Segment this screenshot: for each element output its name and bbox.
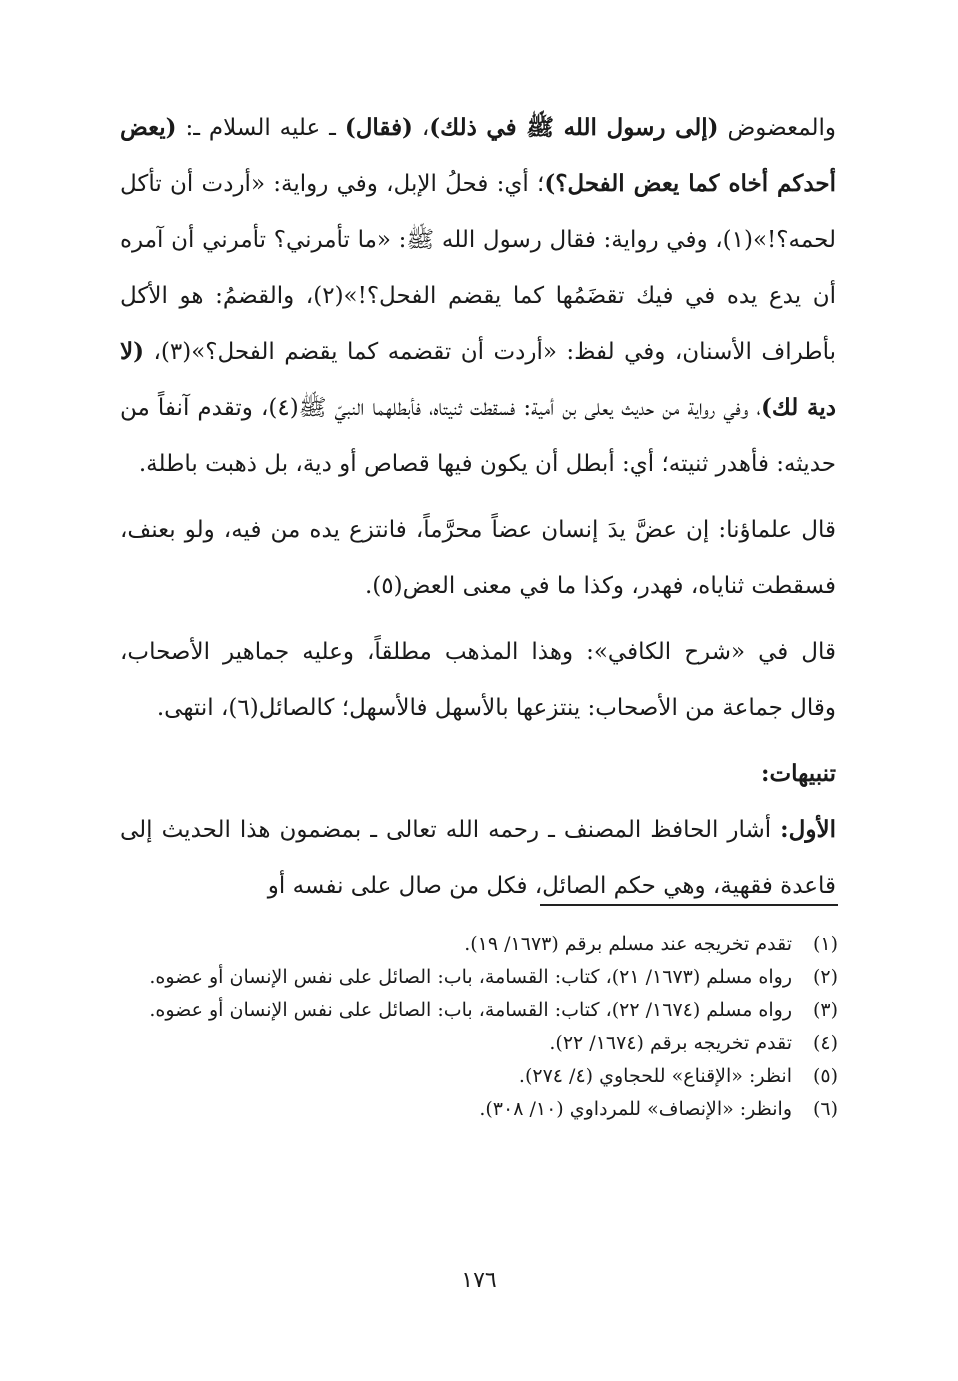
footnote-number: (٦)	[812, 1098, 838, 1120]
footnote-text: تقدم تخريجه عند مسلم برقم (١٦٧٣/ ١٩).	[464, 933, 792, 955]
text-run: ، وفي رواية من حديث يعلى بن أمية: فسقطت ثنيتاه، فأبطلهما النبيّ ﷺ(٤)، وتقدم آنفاً من حديثه: فأهدر ثنيته؛ أي: أبطل أن يكون فيها قصاص أو دية، بل ذهبت باطلة.	[120, 395, 836, 477]
bold-text-run: (لا دية لك)	[120, 338, 836, 421]
footnote-number: (١)	[812, 933, 838, 955]
main-text	[120, 100, 836, 914]
paragraph-4	[120, 802, 836, 914]
footnote-item	[118, 961, 838, 994]
paragraph-2: قال علماؤنا: إن عضَّ يدَ إنسان عضاً محرَّماً، فانتزع يده من فيه، ولو بعنف، فسقطت ثناياه، فهدر، وكذا ما في معنى العض(٥).	[120, 517, 836, 599]
footnote-item	[118, 1060, 838, 1093]
footnote-text: رواه مسلم (١٦٧٣/ ٢١)، كتاب: القسامة، باب: الصائل على نفس الإنسان أو عضوه.	[149, 966, 792, 988]
page-number: ١٧٦	[461, 1268, 497, 1293]
footnote-text: تقدم تخريجه برقم (١٦٧٤/ ٢٢).	[549, 1032, 792, 1054]
footnote-separator	[540, 904, 838, 906]
footnote-item	[118, 994, 838, 1027]
bold-text-run: الأول:	[780, 816, 836, 843]
footnote-text: وانظر: «الإنصاف» للمرداوي (١٠/ ٣٠٨).	[479, 1098, 792, 1120]
text-run: والمعضوض	[718, 115, 837, 141]
section-heading: تنبيهات:	[761, 760, 836, 787]
footnote-number: (٢)	[812, 966, 838, 988]
footnote-item	[118, 1093, 838, 1126]
footnote-item	[118, 1027, 838, 1060]
text-run: ،	[412, 115, 430, 141]
paragraph-3: قال في «شرح الكافي»: وهذا المذهب مطلقاً، وعليه جماهير الأصحاب، وقال جماعة من الأصحاب: ينتزعها بالأسهل فالأسهل؛ كالصائل(٦)، انتهى.	[120, 639, 836, 721]
footnote-text: انظر: «الإقناع» للحجاوي (٤/ ٢٧٤).	[518, 1065, 792, 1087]
footnote-text: رواه مسلم (١٦٧٤/ ٢٢)، كتاب: القسامة، باب: الصائل على نفس الإنسان أو عضوه.	[149, 999, 792, 1021]
footnote-number: (٥)	[812, 1065, 838, 1087]
footnote-number: (٤)	[812, 1032, 838, 1054]
text-run: أشار الحافظ المصنف ـ رحمه الله تعالى ـ بمضمون هذا الحديث إلى قاعدة فقهية، وهي حكم الصائل، فكل من صال على نفسه أو	[120, 817, 836, 899]
bold-text-run: (إلى رسول الله ﷺ في ذلك)	[429, 114, 719, 141]
bold-text-run: (فقال)	[344, 114, 413, 141]
text-run: ـ عليه السلام ـ:	[176, 115, 345, 141]
footnote-number: (٣)	[812, 999, 838, 1021]
paragraph-1	[120, 100, 836, 492]
text-run: ؛ أي: فحلُ الإبل، وفي رواية: «أردت أن تأكل لحمه؟!»(١)، وفي رواية: فقال رسول الله ﷺ: «ما تأمرني؟ تأمرني أن آمره أن يدع يده في فيك تقضَمُها كما يقضم الفحل؟!»(٢)، والقضمُ: هو الأكل بأطراف الأسنان، وفي لفظ: «أردت أن تقضمه كما يقضم الفحل؟»(٣)،	[120, 171, 836, 365]
bold-text-run: (يعض أحدكم أخاه كما يعض الفحل؟)	[120, 114, 836, 197]
footnote-item	[118, 928, 838, 961]
footnotes	[118, 928, 838, 1126]
